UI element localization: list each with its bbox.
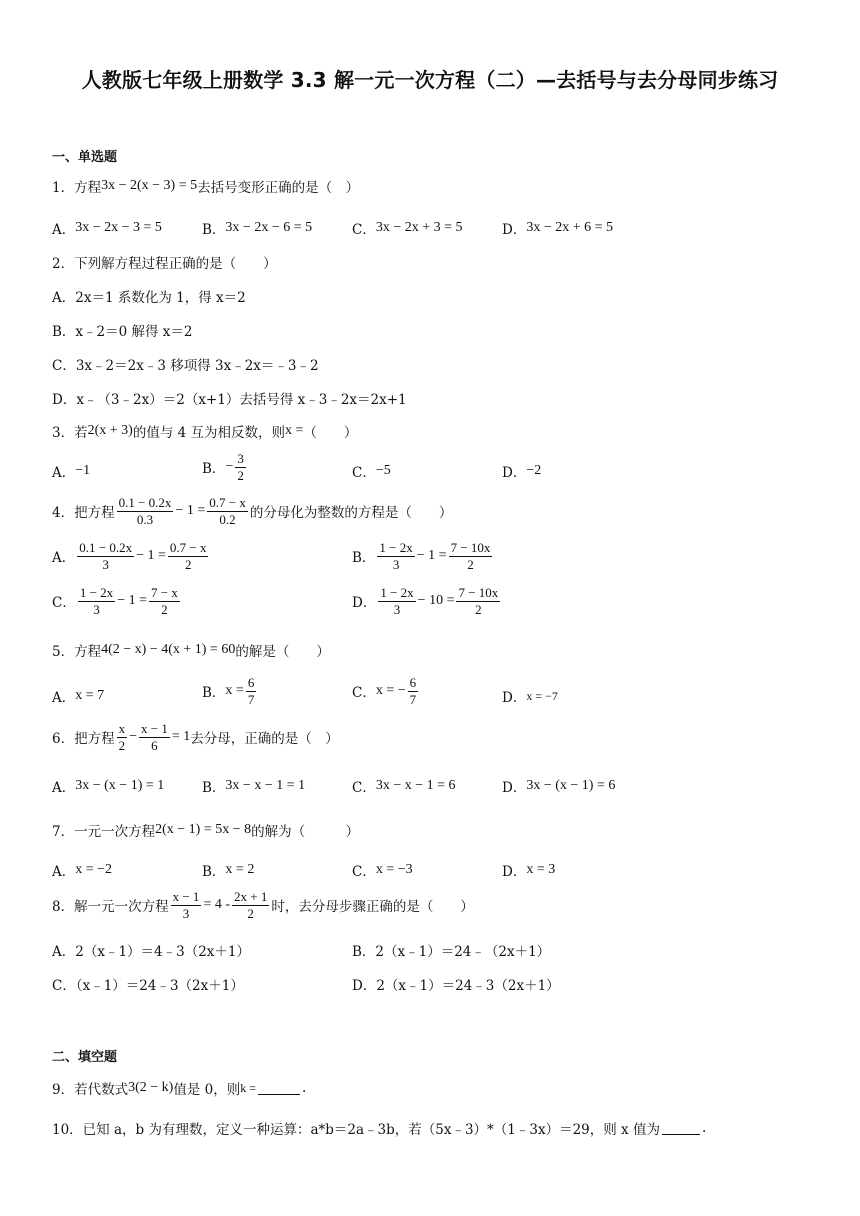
question-6-minus: − — [129, 729, 137, 745]
option-value: x = −7 — [526, 688, 558, 703]
question-4-middle: − 1 = — [175, 503, 206, 519]
question-2: 2．下列解方程过程正确的是（ ） — [52, 256, 277, 272]
fraction — [168, 541, 209, 571]
question-4-suffix: 的分母化为整数的方程是（ ） — [249, 505, 453, 522]
question-6 — [52, 722, 339, 752]
fraction — [408, 676, 419, 706]
fraction — [235, 452, 246, 482]
question-5-equation: 4(2 − x) − 4(x + 1) = 60 — [101, 642, 236, 657]
fraction — [149, 586, 180, 616]
question-7-option-d[interactable] — [502, 860, 555, 880]
question-5-option-a[interactable] — [52, 686, 104, 706]
question-9-prefix: 9．若代数式 — [52, 1082, 129, 1098]
option-letter: B． — [352, 550, 376, 567]
option-value: 3x − 2x − 6 = 5 — [225, 220, 313, 235]
section-single-choice: 一、单选题 — [52, 150, 118, 165]
question-5-suffix: 的解是（ ） — [235, 644, 330, 660]
option-value: 3x − x − 1 = 1 — [225, 778, 306, 793]
option-prefix: x = − — [375, 683, 406, 699]
fraction — [378, 586, 415, 616]
fraction — [139, 722, 170, 752]
option-middle: − 1 = — [136, 548, 166, 564]
question-3-expression: 2(x + 3) — [87, 423, 133, 438]
question-6-option-b[interactable] — [202, 776, 305, 796]
question-1-prefix: 1．方程 — [52, 180, 102, 196]
option-letter: A． — [52, 550, 76, 567]
fraction-numerator: 3 — [237, 451, 244, 466]
fraction-numerator: 0.7 − x — [169, 540, 207, 555]
question-6-suffix: 去分母，正确的是（ ） — [190, 731, 339, 748]
question-6-equals: = 1 — [171, 729, 191, 745]
question-4-option-c[interactable] — [52, 586, 182, 616]
question-7-option-a[interactable] — [52, 860, 112, 880]
option-letter: C． — [352, 222, 376, 238]
fraction — [449, 541, 493, 571]
fraction-denominator: 2 — [237, 467, 244, 483]
question-4-option-b[interactable] — [352, 541, 494, 571]
question-9-expression: 3(2 − k) — [128, 1080, 174, 1095]
question-1-option-c[interactable] — [352, 218, 463, 238]
option-letter: D． — [352, 595, 377, 612]
fraction-numerator: 1 − 2x — [379, 540, 413, 555]
question-9-variable: k = — [240, 1080, 256, 1095]
fraction — [207, 496, 248, 526]
fraction-denominator: 2 — [475, 601, 482, 617]
question-5-prefix: 5．方程 — [52, 644, 102, 660]
option-value: 3x − 2x + 6 = 5 — [526, 220, 614, 235]
fraction — [117, 496, 174, 526]
option-letter: C． — [52, 595, 76, 612]
question-6-option-a[interactable] — [52, 776, 164, 796]
option-value: 3x − 2x + 3 = 5 — [375, 220, 463, 235]
fraction-numerator: 7 − 10x — [458, 585, 499, 600]
fraction-denominator: 6 — [151, 737, 158, 753]
question-8-option-a[interactable]: A．2（x﹣1）＝4﹣3（2x＋1） — [52, 944, 251, 960]
fraction — [377, 541, 414, 571]
option-letter: A． — [52, 780, 76, 796]
question-6-prefix: 6．把方程 — [52, 731, 115, 748]
question-8-prefix: 8．解一元一次方程 — [52, 899, 169, 916]
fraction-numerator: 0.1 − 0.2x — [118, 495, 172, 510]
question-7-equation: 2(x − 1) = 5x − 8 — [155, 822, 252, 837]
question-6-option-c[interactable] — [352, 776, 456, 796]
fraction — [117, 722, 128, 752]
question-4-option-a[interactable] — [52, 541, 210, 571]
option-value: x = −2 — [75, 862, 113, 877]
option-value: 3x − x − 1 = 6 — [375, 778, 456, 793]
option-letter: A． — [52, 222, 76, 238]
option-value: −1 — [75, 463, 91, 478]
answer-blank[interactable] — [662, 1122, 700, 1135]
fraction-denominator: 3 — [182, 905, 190, 921]
option-letter: D． — [502, 222, 527, 238]
question-1 — [52, 176, 359, 196]
option-value: x = 3 — [526, 862, 556, 877]
fraction — [171, 890, 202, 920]
option-letter: A． — [52, 864, 76, 880]
fraction-numerator: 7 − 10x — [450, 540, 491, 555]
question-1-option-b[interactable] — [202, 218, 312, 238]
question-1-option-d[interactable] — [502, 218, 613, 238]
question-3-option-d[interactable] — [502, 461, 541, 481]
option-letter: A． — [52, 465, 76, 481]
fraction-denominator: 0.2 — [219, 511, 236, 527]
fraction — [246, 676, 257, 706]
fraction — [77, 541, 134, 571]
option-letter: B． — [202, 222, 226, 238]
question-10-suffix: . — [701, 1120, 707, 1136]
option-letter: D． — [502, 690, 527, 706]
fraction-denominator: 0.3 — [136, 511, 154, 527]
question-5-option-b[interactable] — [202, 676, 258, 706]
option-letter: D． — [502, 780, 527, 796]
option-value: x = 7 — [75, 688, 105, 703]
fraction-numerator: 6 — [247, 675, 255, 690]
fraction-numerator: 1 − 2x — [79, 585, 114, 600]
question-3 — [52, 421, 357, 441]
question-8-option-b[interactable]: B．2（x﹣1）＝24﹣（2x＋1） — [352, 944, 551, 960]
fraction-denominator: 3 — [102, 556, 109, 572]
question-9 — [52, 1078, 306, 1098]
fraction-denominator: 3 — [392, 556, 400, 572]
fraction-denominator: 2 — [467, 556, 474, 572]
fraction-denominator: 3 — [393, 601, 401, 617]
question-8-option-d[interactable]: D．2（x﹣1）＝24﹣3（2x＋1） — [352, 978, 560, 994]
question-2-option-d[interactable]: D．x﹣（3﹣2x）＝2（x+1）去括号得 x﹣3﹣2x＝2x+1 — [52, 392, 407, 408]
fraction — [456, 586, 500, 616]
fraction-denominator: 3 — [93, 601, 100, 617]
option-letter: B． — [202, 864, 226, 880]
question-7 — [52, 820, 359, 840]
question-3-suffix: （ ） — [303, 425, 358, 441]
option-letter: B． — [202, 461, 226, 478]
fraction-numerator: x − 1 — [141, 721, 168, 736]
question-7-option-b[interactable] — [202, 860, 254, 880]
question-2-option-b[interactable]: B．x﹣2＝0 解得 x＝2 — [52, 324, 193, 340]
question-7-suffix: 的解为（ ） — [251, 824, 360, 840]
question-8 — [52, 890, 474, 920]
option-letter: C． — [352, 864, 376, 880]
fraction-denominator: 2 — [161, 601, 168, 617]
option-value: 3x − (x − 1) = 1 — [75, 778, 165, 793]
fraction-denominator: 7 — [247, 691, 255, 707]
option-middle: − 10 = — [417, 593, 455, 609]
question-7-prefix: 7．一元一次方程 — [52, 824, 156, 840]
question-5 — [52, 640, 330, 660]
option-prefix: x = — [225, 683, 244, 699]
fraction-numerator: 1 − 2x — [380, 585, 414, 600]
option-letter: B． — [202, 780, 226, 796]
option-value: 3x − 2x − 3 = 5 — [75, 220, 162, 235]
question-5-option-c[interactable] — [352, 676, 420, 706]
option-middle: − 1 = — [416, 548, 447, 564]
question-3-variable: x = — [285, 423, 304, 438]
question-9-suffix: . — [302, 1080, 307, 1096]
page-title: 人教版七年级上册数学 3.3 解一元一次方程（二）—去括号与去分母同步练习 — [81, 68, 779, 92]
option-letter: C． — [352, 780, 376, 796]
question-10-text: 10．已知 a，b 为有理数，定义一种运算：a*b＝2a﹣3b，若（5x﹣3）*（1﹣3x）＝29，则 x 值为 — [52, 1122, 660, 1138]
question-1-option-a[interactable] — [52, 218, 162, 238]
option-letter: C． — [352, 465, 376, 481]
option-value: x = −3 — [375, 862, 413, 877]
question-3-prefix: 3．若 — [52, 425, 88, 441]
answer-blank[interactable] — [258, 1082, 300, 1095]
question-6-option-d[interactable] — [502, 776, 615, 796]
option-value: −5 — [375, 463, 391, 478]
question-3-option-b[interactable] — [202, 452, 248, 482]
option-sign: − — [225, 459, 234, 475]
fraction-numerator: 6 — [409, 675, 417, 690]
fraction-numerator: 0.7 − x — [209, 495, 246, 510]
section-fill-blank: 二、填空题 — [52, 1050, 118, 1065]
option-letter: D． — [502, 465, 527, 481]
fraction-denominator: 2 — [184, 556, 192, 572]
fraction-numerator: 0.1 − 0.2x — [79, 540, 133, 555]
question-8-suffix: 时，去分母步骤正确的是（ ） — [271, 899, 474, 916]
option-letter: D． — [502, 864, 527, 880]
question-4-option-d[interactable] — [352, 586, 502, 616]
fraction — [78, 586, 115, 616]
question-2-option-a[interactable]: A．2x＝1 系数化为 1，得 x＝2 — [52, 290, 246, 306]
option-value: 3x − (x − 1) = 6 — [526, 778, 616, 793]
fraction-numerator: 7 − x — [150, 585, 178, 600]
question-10 — [52, 1118, 706, 1138]
option-value: x = 2 — [225, 862, 255, 877]
fraction-numerator: 2x + 1 — [234, 889, 268, 904]
fraction-denominator: 2 — [118, 737, 126, 753]
option-letter: C． — [352, 685, 376, 702]
question-2-option-c[interactable]: C．3x﹣2＝2x﹣3 移项得 3x﹣2x＝﹣3﹣2 — [52, 358, 319, 374]
fraction-denominator: 7 — [409, 691, 417, 707]
question-7-option-c[interactable] — [352, 860, 413, 880]
option-value: −2 — [526, 463, 542, 478]
question-3-middle: 的值与 4 互为相反数，则 — [132, 425, 285, 441]
option-letter: B． — [202, 685, 226, 702]
question-3-option-c[interactable] — [352, 461, 391, 481]
fraction — [232, 890, 269, 920]
option-letter: A． — [52, 690, 76, 706]
question-5-option-d[interactable] — [502, 686, 558, 706]
question-3-option-a[interactable] — [52, 461, 90, 481]
question-8-option-c[interactable]: C．（x﹣1）＝24﹣3（2x＋1） — [52, 978, 244, 994]
option-middle: − 1 = — [117, 593, 147, 609]
question-8-middle: = 4 - — [203, 897, 230, 913]
fraction-numerator: x − 1 — [172, 889, 200, 904]
question-9-middle: 值是 0，则 — [173, 1082, 241, 1098]
question-1-equation: 3x − 2(x − 3) = 5 — [101, 178, 198, 193]
question-4 — [52, 496, 452, 526]
question-4-prefix: 4．把方程 — [52, 505, 115, 522]
question-1-suffix: 去括号变形正确的是（ ） — [197, 180, 360, 196]
fraction-denominator: 2 — [247, 905, 254, 921]
fraction-numerator: x — [118, 721, 126, 736]
